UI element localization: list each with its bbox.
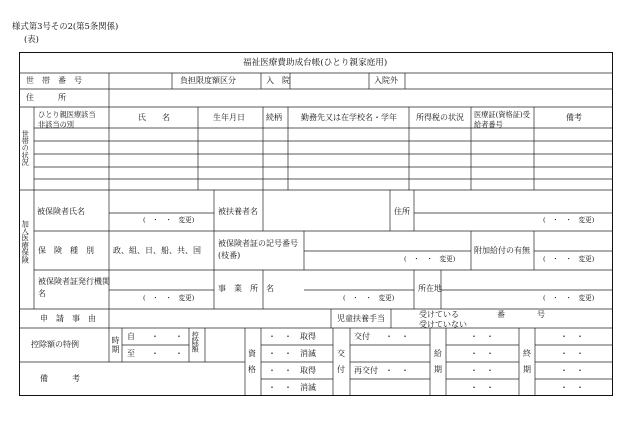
form-title: 福祉医療費助成台帳(ひとり親家庭用) (243, 58, 388, 68)
receiving-label: 受けている (419, 310, 459, 319)
insured-name-label: 被保険者氏名 (37, 207, 85, 216)
household-section-label: 世帯の状況 (21, 130, 31, 166)
end-period-char-2: 期 (523, 365, 531, 374)
dependent-name-label: 被扶養者名 (218, 207, 258, 216)
allowance-number-label: 番 号 (497, 310, 545, 319)
additional-benefit-label: 附加給付の有無 (474, 246, 530, 255)
qualification-char-2: 格 (248, 365, 256, 374)
application-reason-label: 申 請 事 由 (40, 314, 96, 323)
benefit-period-char-1: 給 (434, 349, 442, 358)
child-allowance-label: 児童扶養手当 (337, 314, 385, 323)
office-name-label: 事 業 所 名 (218, 284, 274, 293)
insured-name-change-note: ( ・ ・ 変更) (143, 216, 195, 224)
additional-change-note: ( ・ ・ 変更) (543, 255, 595, 263)
outpatient-label: 入院外 (374, 76, 398, 85)
benefit-date-1: ・ ・ (470, 332, 494, 341)
deduction-amount-label: 控除額 (191, 331, 201, 353)
lose-1: ・ ・ 消滅 (268, 349, 316, 358)
certificate-number-header: 医療証(資格証)受給者番号 (474, 110, 530, 129)
residence-label: 住所 (394, 207, 410, 216)
form-number: 様式第3号その2(第5条関係) (12, 21, 119, 31)
workplace-school-header: 勤務先又は在学校名・学年 (301, 113, 397, 122)
deduction-special-label: 控除額の特例 (31, 340, 79, 349)
location-label: 所在地 (418, 284, 442, 293)
acquire-2: ・ ・ 取得 (268, 366, 316, 375)
period-to: 至 ・ ・ (127, 349, 183, 358)
issue-char-1: 交 (337, 349, 345, 358)
birthdate-header: 生年月日 (213, 113, 245, 122)
grant-label: 交付 (354, 332, 370, 341)
income-tax-header: 所得税の状況 (416, 113, 464, 122)
name-header: 氏 名 (138, 113, 170, 122)
end-date-1: ・ ・ (560, 332, 584, 341)
issue-char-2: 付 (337, 365, 345, 374)
end-date-4: ・ ・ (560, 383, 584, 392)
burden-limit-label: 負担限度額区分 (180, 76, 236, 85)
household-number-label: 世 帯 番 号 (26, 76, 82, 85)
symbol-change-note: ( ・ ・ 変更) (404, 255, 456, 263)
relationship-header: 続柄 (266, 113, 282, 122)
location-change-note: ( ・ ・ 変更) (543, 294, 595, 302)
benefit-period-char-2: 期 (434, 365, 442, 374)
benefit-date-3: ・ ・ (470, 366, 494, 375)
grant-date: ・ ・ (385, 332, 409, 341)
insurance-card-symbol-label: 被保険者証の記号番号(枝番) (218, 239, 298, 260)
residence-change-note: ( ・ ・ 変更) (543, 216, 595, 224)
end-date-2: ・ ・ (560, 349, 584, 358)
address-label: 住 所 (26, 93, 66, 102)
acquire-1: ・ ・ 取得 (268, 332, 316, 341)
form-side-label: (表) (24, 34, 39, 44)
reissue-label: 再交付 (354, 366, 378, 375)
end-date-3: ・ ・ (560, 366, 584, 375)
lose-2: ・ ・ 消滅 (268, 383, 316, 392)
card-issuer-label: 被保険者証発行機関名 (38, 277, 110, 298)
household-remarks-header: 備考 (566, 113, 582, 122)
insurance-type-options: 政、組、日、船、共、国 (113, 246, 201, 255)
single-parent-eligibility-header: ひとり親医療該当 非該当の別 (38, 110, 103, 129)
end-period-char-1: 終 (523, 349, 531, 358)
benefit-date-4: ・ ・ (470, 383, 494, 392)
qualification-char-1: 資 (248, 349, 256, 358)
benefit-date-2: ・ ・ (470, 349, 494, 358)
office-change-note: ( ・ ・ 変更) (343, 294, 395, 302)
inpatient-label: 入 院 (266, 76, 290, 85)
not-receiving-label: 受けていない (419, 320, 467, 329)
insurance-section-label: 加入医療保険 (21, 220, 31, 264)
period-from: 自 ・ ・ (127, 332, 183, 341)
reissue-date: ・ ・ (385, 366, 409, 375)
issuer-change-note: ( ・ ・ 変更) (143, 294, 195, 302)
remarks-label: 備 考 (40, 374, 80, 383)
period-label: 時期 (111, 336, 120, 354)
insurance-type-label: 保 険 種 別 (38, 246, 94, 255)
